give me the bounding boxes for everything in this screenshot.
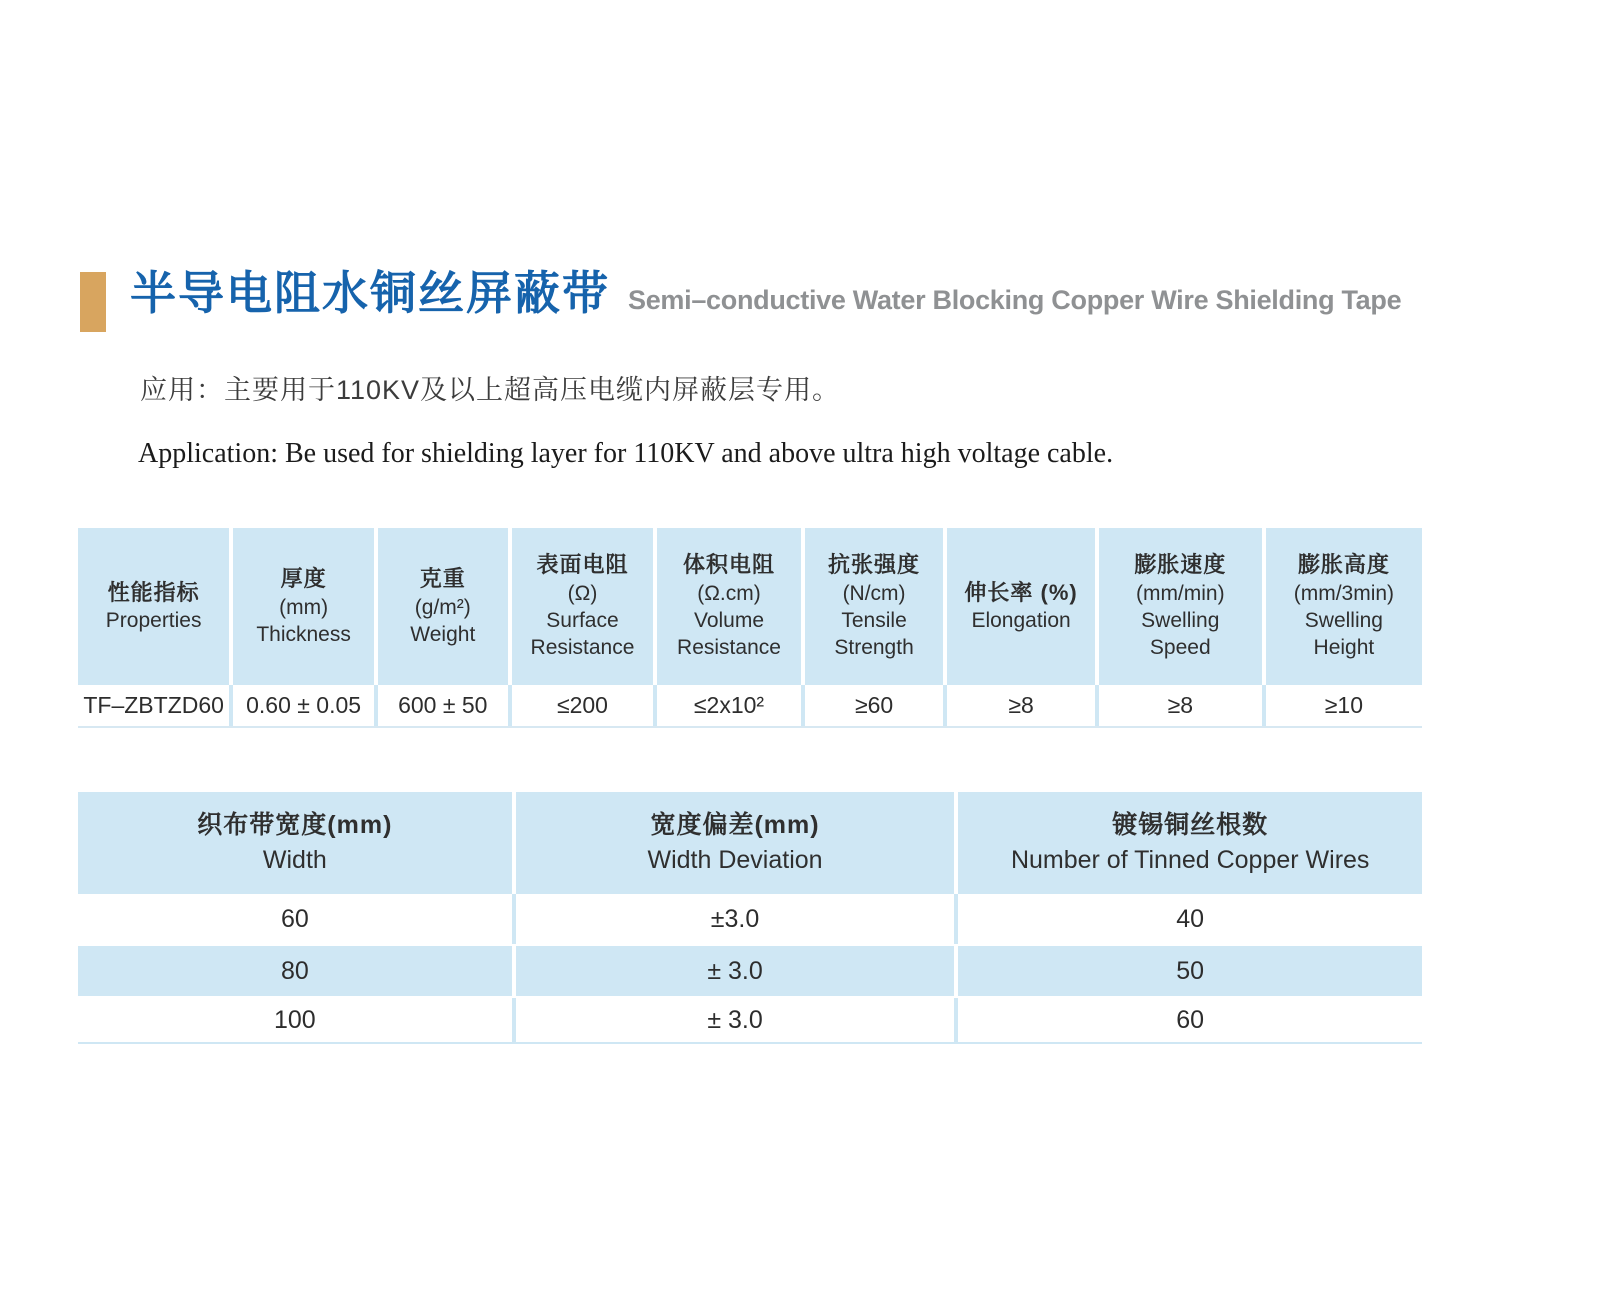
spec-header-line: Thickness <box>256 622 351 646</box>
size-header-width <box>78 792 512 894</box>
size-value-wires: 50 <box>958 946 1422 996</box>
size-header-line: Width <box>262 846 327 874</box>
spec-header-line: Elongation <box>971 609 1071 633</box>
spec-header-line: Swelling <box>1304 609 1383 633</box>
spec-header-line: 性能指标 <box>107 579 200 605</box>
spec-header-line: (mm/3min) <box>1293 581 1395 605</box>
spec-header-line: 体积电阻 <box>682 552 775 578</box>
spec-header-line: Properties <box>105 609 202 633</box>
title-accent-bar <box>80 272 106 332</box>
size-header-line: Number of Tinned Copper Wires <box>1010 846 1370 874</box>
size-header-line: 织布带宽度(mm) <box>197 810 393 839</box>
size-value-wires: 40 <box>958 894 1422 944</box>
size-header-line: 宽度偏差(mm) <box>650 810 820 839</box>
size-header-line: 镀锡铜丝根数 <box>1112 810 1269 839</box>
page-title <box>130 266 1401 321</box>
spec-value-tensile-strength: ≥60 <box>805 685 944 726</box>
size-header-width-deviation <box>516 792 955 894</box>
spec-value-weight: 600 ± 50 <box>378 685 508 726</box>
spec-header-line: (Ω) <box>567 581 598 605</box>
size-table-header-row <box>78 792 1422 894</box>
size-table-row <box>78 998 1422 1044</box>
spec-header-line: Speed <box>1149 636 1211 660</box>
spec-header-line: Strength <box>834 636 914 660</box>
spec-header-elongation <box>947 528 1094 685</box>
spec-header-line: 克重 <box>419 565 466 591</box>
spec-header-thickness <box>233 528 374 685</box>
spec-header-line: (mm/min) <box>1135 581 1225 605</box>
size-value-deviation: ± 3.0 <box>516 998 955 1042</box>
size-value-wires: 60 <box>958 998 1422 1042</box>
spec-header-line: Resistance <box>677 636 781 660</box>
spec-header-line: (g/m²) <box>414 595 471 619</box>
spec-header-weight <box>378 528 508 685</box>
spec-header-line: Surface <box>546 609 619 633</box>
spec-header-line: 伸长率 (%) <box>964 579 1078 605</box>
spec-table-data-row <box>78 685 1422 728</box>
spec-header-swelling-speed <box>1099 528 1262 685</box>
spec-value-swelling-height: ≥10 <box>1266 685 1422 726</box>
spec-table-header-row <box>78 528 1422 685</box>
size-table-row <box>78 946 1422 996</box>
size-value-width: 60 <box>78 894 512 944</box>
spec-header-line: 膨胀速度 <box>1134 552 1227 578</box>
application-text-zh: 应用：主要用于110KV及以上超高压电缆内屏蔽层专用。 <box>140 375 841 405</box>
spec-header-line: 抗张强度 <box>828 552 921 578</box>
size-value-deviation: ± 3.0 <box>516 946 955 996</box>
spec-header-line: (mm) <box>279 595 329 619</box>
size-value-deviation: ±3.0 <box>516 894 955 944</box>
spec-header-swelling-height <box>1266 528 1422 685</box>
spec-header-line: Resistance <box>530 636 635 660</box>
spec-header-line: 膨胀高度 <box>1297 552 1390 578</box>
spec-value-thickness: 0.60 ± 0.05 <box>233 685 374 726</box>
spec-header-line: 表面电阻 <box>536 552 629 578</box>
spec-header-tensile-strength <box>805 528 944 685</box>
size-value-width: 100 <box>78 998 512 1042</box>
size-header-wire-count <box>958 792 1422 894</box>
size-value-width: 80 <box>78 946 512 996</box>
spec-header-surface-resistance <box>512 528 654 685</box>
spec-value-swelling-speed: ≥8 <box>1099 685 1262 726</box>
spec-value-surface-resistance: ≤200 <box>512 685 654 726</box>
spec-value-volume-resistance: ≤2x10² <box>657 685 801 726</box>
spec-value-model: TF–ZBTZD60 <box>78 685 229 726</box>
application-text-en: Application: Be used for shielding layer for 110KV and above ultra high voltage cable. <box>138 438 1114 469</box>
spec-header-volume-resistance <box>657 528 801 685</box>
spec-header-line: Tensile <box>841 609 907 633</box>
size-table <box>78 792 1422 1044</box>
spec-table <box>78 528 1422 728</box>
page-title-zh: 半导电阻水铜丝屏蔽带 <box>130 267 610 319</box>
size-table-row <box>78 894 1422 944</box>
spec-header-line: (N/cm) <box>842 581 906 605</box>
spec-header-line: Height <box>1313 636 1375 660</box>
spec-header-line: (Ω.cm) <box>697 581 761 605</box>
spec-header-properties <box>78 528 229 685</box>
spec-header-line: Volume <box>693 609 765 633</box>
size-header-line: Width Deviation <box>647 846 823 874</box>
page-title-en: Semi–conductive Water Blocking Copper Wire Shielding Tape <box>628 285 1402 315</box>
spec-header-line: 厚度 <box>280 565 327 591</box>
spec-header-line: Swelling <box>1141 609 1220 633</box>
spec-header-line: Weight <box>410 622 476 646</box>
spec-value-elongation: ≥8 <box>947 685 1094 726</box>
